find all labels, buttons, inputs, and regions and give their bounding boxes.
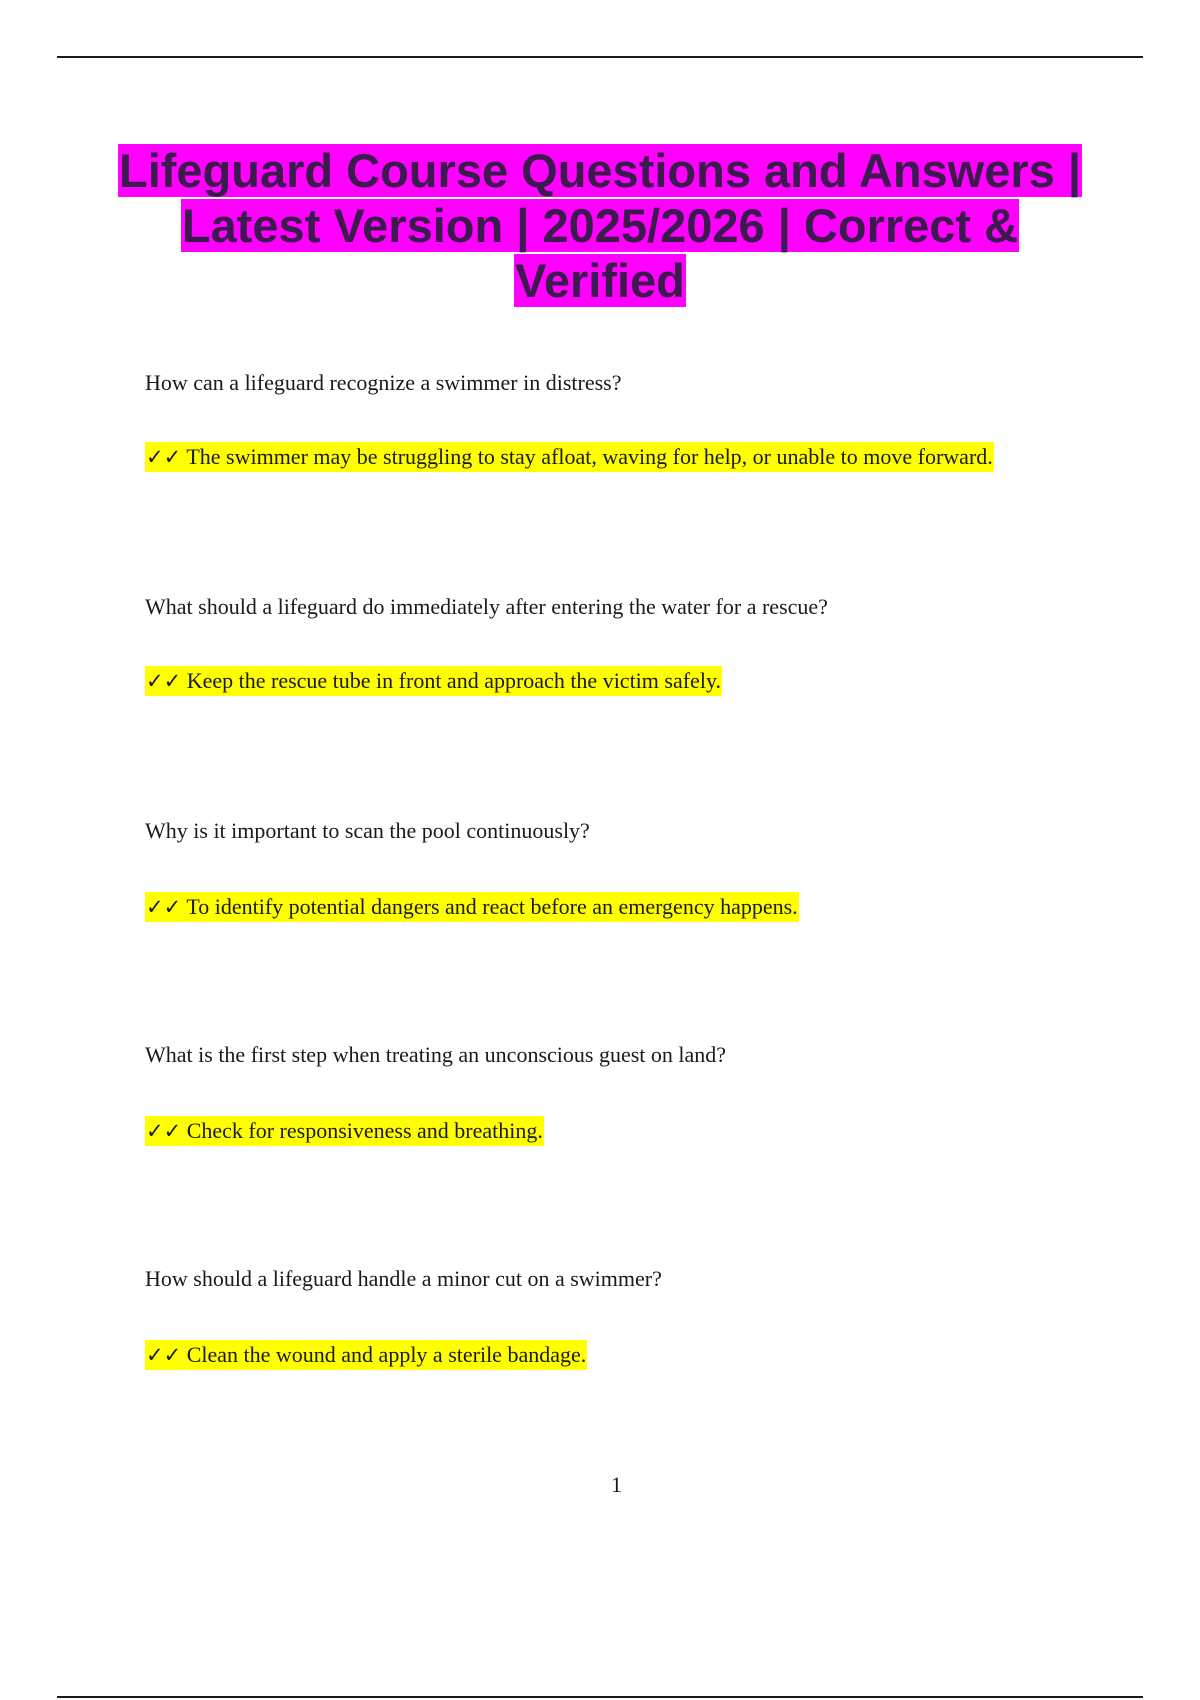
question-text: Why is it important to scan the pool continuously?	[145, 818, 590, 843]
answer-highlight	[145, 1340, 587, 1370]
question-text: How can a lifeguard recognize a swimmer in distress?	[145, 370, 622, 395]
answer-line	[145, 443, 994, 471]
check-icon: ✓✓	[146, 669, 182, 693]
answer-highlight	[145, 1116, 544, 1146]
answer-text: To identify potential dangers and react before an emergency happens.	[186, 894, 798, 919]
question-text: What is the first step when treating an unconscious guest on land?	[145, 1042, 727, 1067]
answer-line	[145, 667, 722, 695]
check-icon: ✓✓	[146, 895, 182, 919]
answer-text: Check for responsiveness and breathing.	[186, 1118, 543, 1143]
question-text: What should a lifeguard do immediately after entering the water for a rescue?	[145, 594, 828, 619]
answer-highlight	[145, 892, 799, 922]
answer-text: Clean the wound and apply a sterile bandage.	[186, 1342, 587, 1367]
page-number: 1	[611, 1472, 622, 1497]
answer-line	[145, 893, 799, 921]
answer-line	[145, 1117, 544, 1145]
check-icon: ✓✓	[146, 1119, 182, 1143]
answer-highlight	[145, 442, 994, 472]
answer-text: Keep the rescue tube in front and approach the victim safely.	[186, 668, 722, 693]
check-icon: ✓✓	[146, 1343, 182, 1367]
bottom-rule	[57, 1696, 1143, 1698]
answer-highlight	[145, 666, 722, 696]
answer-text: The swimmer may be struggling to stay afloat, waving for help, or unable to move forward.	[186, 444, 993, 469]
title-highlight: Lifeguard Course Questions and Answers | Latest Version | 2025/2026 | Correct & Verified	[118, 144, 1082, 307]
check-icon: ✓✓	[146, 445, 182, 469]
answer-line	[145, 1341, 587, 1369]
document-title	[100, 143, 1100, 308]
question-text: How should a lifeguard handle a minor cut on a swimmer?	[145, 1266, 662, 1291]
top-rule	[57, 56, 1143, 58]
